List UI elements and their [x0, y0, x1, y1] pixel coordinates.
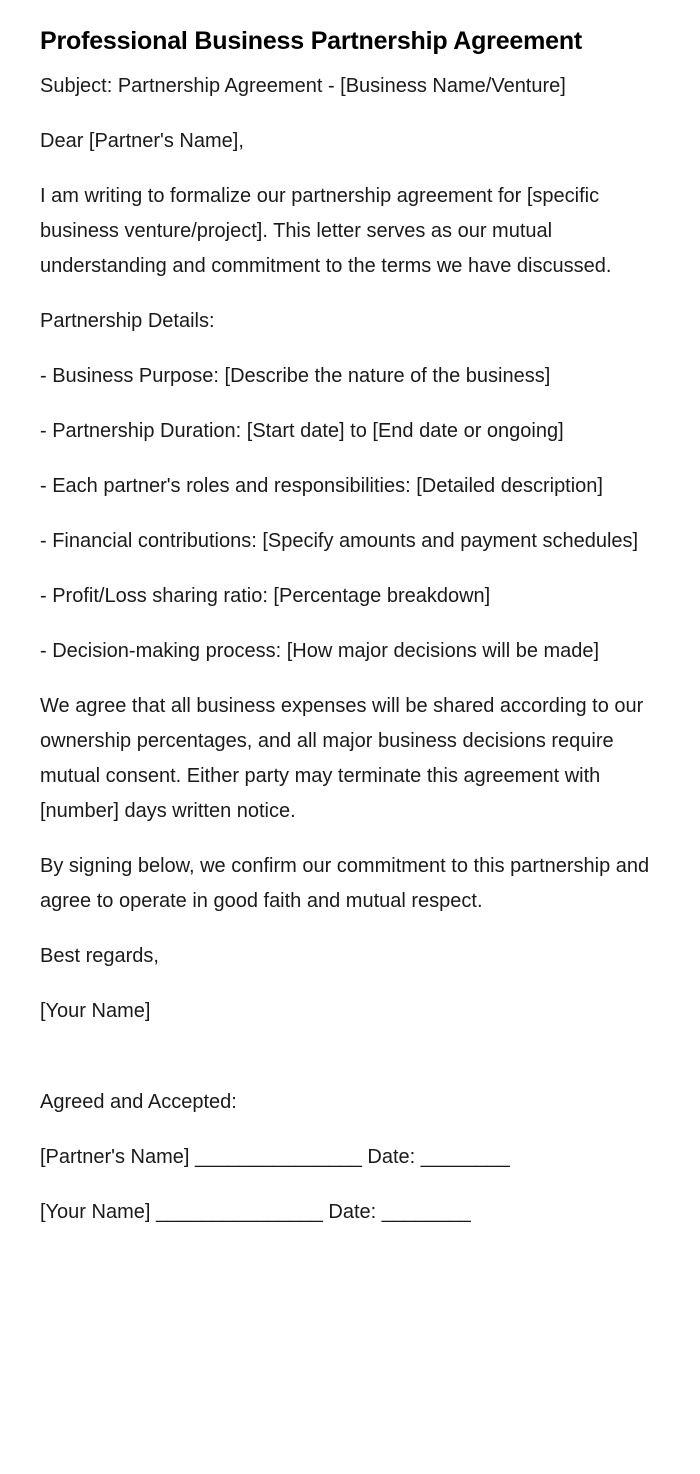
- detail-partnership-duration: - Partnership Duration: [Start date] to [End date or ongoing]: [40, 420, 564, 442]
- detail-roles-responsibilities: - Each partner's roles and responsibilities: [Detailed description]: [40, 475, 603, 497]
- intro-paragraph: I am writing to formalize our partnership agreement for [specific business venture/project]. This letter serves as our mutual understanding and commitment to the terms we have discussed.: [40, 185, 612, 277]
- signature-name: [Your Name]: [40, 1000, 151, 1022]
- detail-decision-making: - Decision-making process: [How major decisions will be made]: [40, 640, 600, 662]
- accepted-heading: Agreed and Accepted:: [40, 1091, 237, 1113]
- your-signature-line: [Your Name] _______________ Date: ________: [40, 1201, 471, 1223]
- detail-financial-contributions: - Financial contributions: [Specify amounts and payment schedules]: [40, 530, 639, 552]
- details-heading: Partnership Details:: [40, 310, 215, 332]
- greeting: Dear [Partner's Name],: [40, 130, 244, 152]
- detail-business-purpose: - Business Purpose: [Describe the nature of the business]: [40, 365, 551, 387]
- signature-spacer: [40, 1029, 660, 1085]
- partner-signature-line: [Partner's Name] _______________ Date: ________: [40, 1146, 510, 1168]
- detail-profit-loss-ratio: - Profit/Loss sharing ratio: [Percentage breakdown]: [40, 585, 491, 607]
- commitment-paragraph: By signing below, we confirm our commitment to this partnership and agree to operate in good faith and mutual respect.: [40, 855, 650, 912]
- agreement-paragraph: We agree that all business expenses will be shared according to our ownership percentages, and all major business decisions require mutual consent. Either party may terminate this agreement with [number] days written notice.: [40, 695, 644, 822]
- document-title: Professional Business Partnership Agreement: [40, 27, 583, 55]
- subject-line: Subject: Partnership Agreement - [Business Name/Venture]: [40, 75, 566, 97]
- closing-line: Best regards,: [40, 945, 159, 967]
